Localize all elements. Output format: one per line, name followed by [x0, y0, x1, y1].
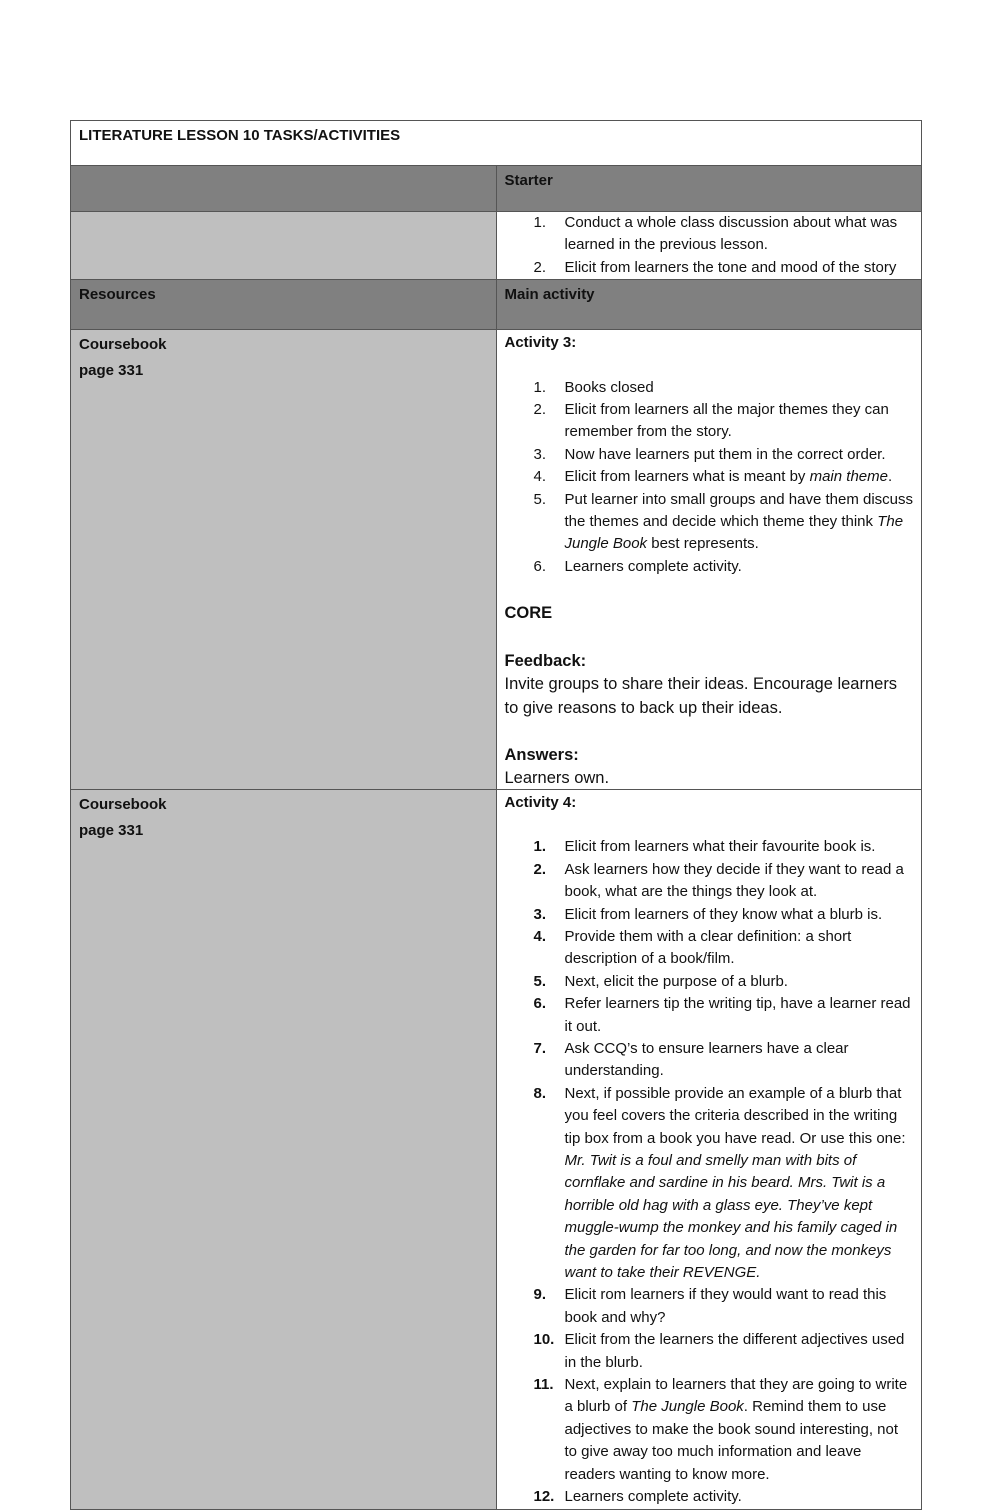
list-item	[505, 836, 914, 858]
list-item	[505, 257, 914, 279]
item-text: Next, elicit the purpose of a blurb.	[564, 972, 788, 990]
list-item	[505, 1486, 914, 1508]
list-number: 5.	[533, 490, 547, 508]
item-text: Ask learners how they decide if they want to read a book, what are the things they look at.	[564, 860, 904, 901]
item-text: Next, if possible provide an example of a blurb that you feel covers the criteria described in the writing tip box from a book you have read. Or use this one:	[564, 1084, 906, 1147]
feedback-heading: Feedback:	[504, 651, 587, 670]
list-number: 9.	[533, 1286, 547, 1304]
item-text: Books closed	[564, 378, 654, 396]
italic-text: Mr. Twit is a foul and smelly man with bits of cornflake and sardine in his beard. Mrs. Twit is a horrible old hag with a glass eye. They’ve kept muggle-wump the monkey and his family caged in the garden for far too long, and now the monkeys want to take their REVENGE.	[564, 1152, 898, 1282]
list-item	[505, 399, 914, 444]
item-text: Elicit from learners the tone and mood of the story	[564, 258, 897, 276]
list-item	[505, 1374, 914, 1486]
activity4-resource-page: page 331	[79, 821, 144, 839]
list-number: 1.	[533, 378, 547, 396]
list-number: 2.	[533, 860, 547, 878]
resources-heading: Resources	[71, 280, 497, 330]
main-activity-heading: Main activity	[496, 280, 922, 330]
list-number: 1.	[533, 214, 547, 231]
list-number: 8.	[533, 1084, 547, 1102]
item-text: Conduct a whole class discussion about what was learned in the previous lesson.	[564, 214, 898, 254]
italic-text: main theme	[809, 468, 888, 486]
list-item	[505, 1329, 914, 1374]
list-item	[505, 489, 914, 556]
item-text: Next, explain to learners that they are going to write a blurb of	[564, 1376, 908, 1416]
list-number: 4.	[533, 927, 547, 945]
list-item	[505, 444, 914, 466]
list-number: 3.	[533, 445, 547, 463]
list-item	[505, 556, 914, 578]
italic-text: The Jungle Book	[631, 1398, 744, 1416]
list-number: 10.	[533, 1331, 555, 1349]
list-number: 2.	[533, 258, 547, 276]
item-text: Learners complete activity.	[564, 1488, 742, 1506]
list-number: 3.	[533, 905, 547, 923]
list-item	[505, 971, 914, 993]
item-text: Now have learners put them in the correct order.	[564, 445, 886, 463]
item-text: Learners complete activity.	[564, 557, 742, 575]
lesson-table	[70, 120, 922, 1510]
item-text: best represents.	[647, 535, 759, 553]
activity3-resource-page: page 331	[79, 362, 144, 380]
activity3-resource: Coursebook	[79, 336, 167, 354]
starter-heading: Starter	[496, 166, 922, 212]
item-text: Ask CCQ’s to ensure learners have a clear understanding.	[564, 1039, 849, 1080]
list-number: 1.	[533, 838, 547, 856]
list-item	[505, 926, 914, 971]
lesson-title: LITERATURE LESSON 10 TASKS/ACTIVITIES	[71, 121, 922, 166]
activity4-resource: Coursebook	[79, 795, 167, 813]
item-text: Provide them with a clear definition: a short description of a book/film.	[564, 927, 852, 968]
italic-text: The Jungle Book	[564, 513, 904, 553]
activity4-heading: Activity 4:	[504, 793, 577, 811]
feedback-text: Invite groups to share their ideas. Encourage learners to give reasons to back up their ideas.	[504, 675, 898, 718]
starter-list	[505, 212, 914, 279]
list-number: 2.	[533, 401, 547, 419]
list-number: 4.	[533, 468, 547, 486]
answers-heading: Answers:	[504, 746, 579, 765]
list-number: 6.	[533, 995, 547, 1013]
item-text: Elicit from learners of they know what a blurb is.	[564, 905, 883, 923]
item-text: Elicit from learners all the major themes they can remember from the story.	[564, 401, 889, 441]
item-text: Elicit from learners what is meant by	[564, 468, 810, 486]
list-number: 5.	[533, 972, 547, 990]
item-text: Elicit from the learners the different adjectives used in the blurb.	[564, 1331, 905, 1371]
list-number: 7.	[533, 1039, 547, 1057]
item-text: .	[887, 468, 893, 486]
activity4-list	[505, 836, 914, 1508]
item-text: Refer learners tip the writing tip, have a learner read it out.	[564, 995, 911, 1035]
list-number: 12.	[533, 1488, 555, 1506]
starter-left-cell-light	[71, 212, 497, 280]
list-number: 6.	[533, 557, 547, 575]
list-item	[505, 466, 914, 488]
list-item	[505, 377, 914, 399]
list-item	[505, 1284, 914, 1329]
core-label: CORE	[504, 604, 553, 623]
answers-text: Learners own.	[504, 768, 610, 787]
item-text: Elicit rom learners if they would want to read this book and why?	[564, 1286, 887, 1326]
list-item	[505, 993, 914, 1038]
item-text: Elicit from learners what their favourite book is.	[564, 838, 876, 856]
list-item	[505, 904, 914, 926]
item-text: Put learner into small groups and have them discuss the themes and decide which theme they think	[564, 490, 914, 531]
list-item	[505, 1083, 914, 1285]
activity3-heading: Activity 3:	[504, 334, 577, 352]
list-number: 11.	[533, 1376, 554, 1394]
item-text: . Remind them to use adjectives to make the book sound interesting, not to give away too much information and leave readers wanting to know more.	[564, 1398, 899, 1483]
starter-left-cell	[71, 166, 497, 212]
activity3-list	[505, 377, 914, 579]
list-item	[505, 859, 914, 904]
list-item	[505, 1038, 914, 1083]
list-item	[505, 212, 914, 257]
